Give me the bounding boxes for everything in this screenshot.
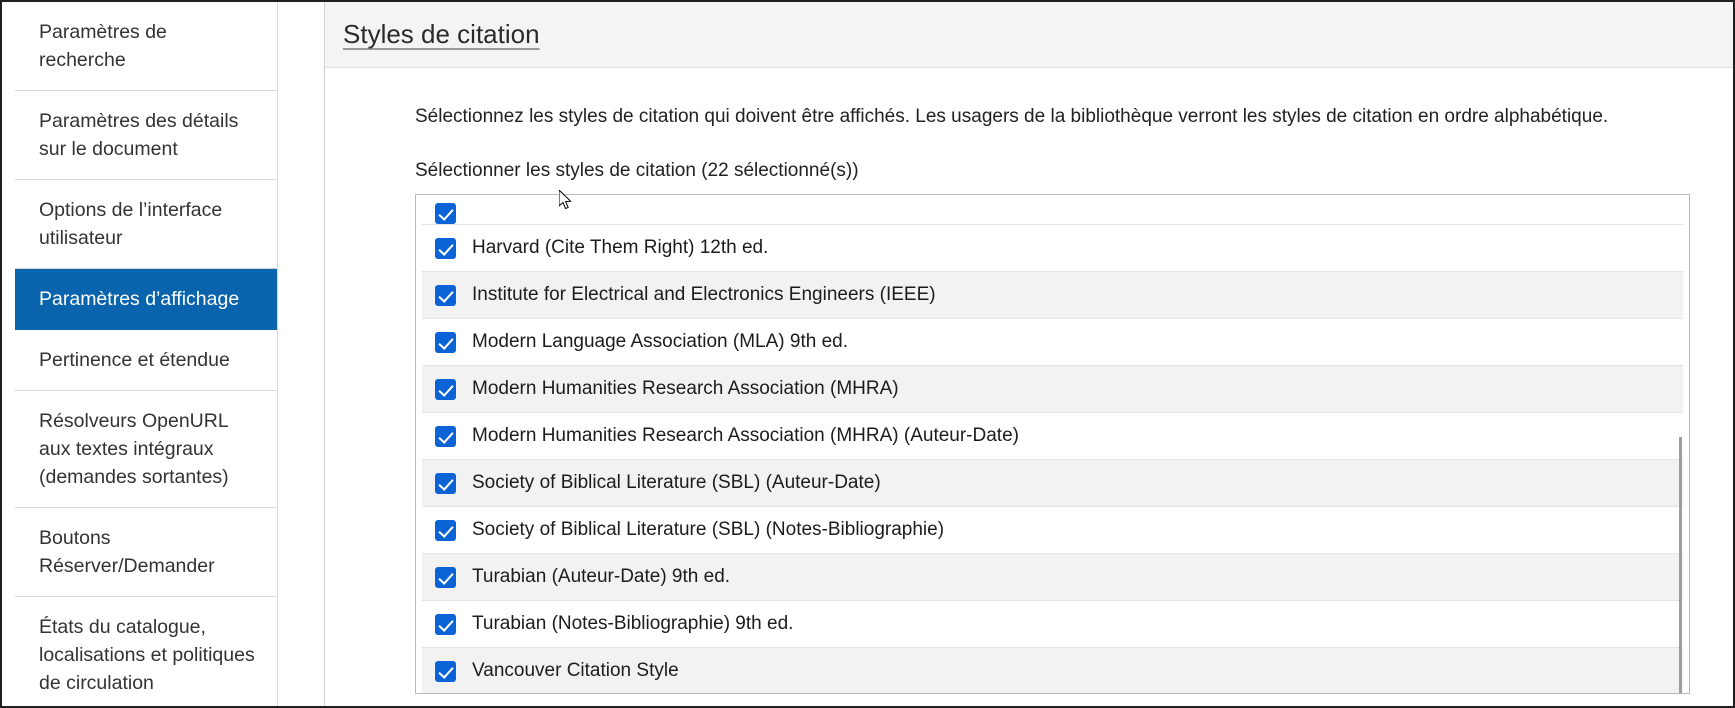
list-item-label: Society of Biblical Literature (SBL) (Auteur-Date) <box>472 472 881 493</box>
checkbox[interactable] <box>435 520 456 541</box>
checkbox[interactable] <box>435 332 456 353</box>
sidebar-item-label: Paramètres des détails sur le document <box>39 110 239 160</box>
list-item[interactable] <box>422 507 1683 554</box>
citation-styles-scroll-area <box>422 201 1683 693</box>
checkbox[interactable] <box>435 285 456 306</box>
list-item-label: Modern Language Association (MLA) 9th ed. <box>472 331 849 352</box>
sidebar-item-parametres-affichage[interactable] <box>15 269 277 330</box>
list-item-label: Turabian (Notes-Bibliographie) 9th ed. <box>472 613 794 634</box>
list-item-label: Modern Humanities Research Association (MHRA) (Auteur-Date) <box>472 425 1019 446</box>
list-item-label: Harvard (Cite Them Right) 12th ed. <box>472 237 769 258</box>
sidebar-item-options-interface-utilisateur[interactable] <box>15 180 277 269</box>
list-item-label: Vancouver Citation Style <box>472 660 679 681</box>
intro-text: Sélectionnez les styles de citation qui doivent être affichés. Les usagers de la bibliothèque verront les styles de citation en ordre alphabétique. <box>415 106 1609 127</box>
list-item[interactable] <box>422 554 1683 601</box>
list-item[interactable] <box>422 319 1683 366</box>
checkbox[interactable] <box>435 661 456 682</box>
page-title: Styles de citation <box>343 19 540 49</box>
checkbox[interactable] <box>435 426 456 447</box>
list-item[interactable] <box>422 225 1683 272</box>
list-item-label: Modern Humanities Research Association (MHRA) <box>472 378 899 399</box>
sidebar-item-pertinence-et-etendue[interactable] <box>15 330 277 391</box>
list-item-label: Society of Biblical Literature (SBL) (Notes-Bibliographie) <box>472 519 945 540</box>
sidebar-item-parametres-de-recherche[interactable] <box>15 2 277 91</box>
sidebar <box>15 2 278 708</box>
list-item[interactable] <box>422 201 1683 225</box>
sidebar-item-label: Pertinence et étendue <box>39 349 230 371</box>
list-item-label: Turabian (Auteur-Date) 9th ed. <box>472 566 731 587</box>
list-item-label: Institute for Electrical and Electronics Engineers (IEEE) <box>472 284 936 305</box>
sidebar-item-label: États du catalogue, localisations et politiques de circulation <box>39 616 255 694</box>
list-item[interactable] <box>422 648 1683 693</box>
content-header <box>325 2 1735 68</box>
list-item[interactable] <box>422 601 1683 648</box>
sidebar-item-label: Paramètres de recherche <box>39 21 167 71</box>
sidebar-item-etats-catalogue[interactable] <box>15 597 277 708</box>
sidebar-item-boutons-reserver-demander[interactable] <box>15 508 277 597</box>
checkbox[interactable] <box>435 379 456 400</box>
checkbox[interactable] <box>435 614 456 635</box>
sidebar-item-label: Options de l’interface utilisateur <box>39 199 223 249</box>
checkbox[interactable] <box>435 567 456 588</box>
content-panel <box>324 2 1735 708</box>
sidebar-item-label: Résolveurs OpenURL aux textes intégraux (demandes sortantes) <box>39 410 229 488</box>
list-item[interactable] <box>422 366 1683 413</box>
content-body <box>325 68 1735 694</box>
select-styles-label: Sélectionner les styles de citation (22 sélectionné(s)) <box>415 160 859 181</box>
checkbox[interactable] <box>435 238 456 259</box>
list-scrollbar[interactable] <box>1679 437 1682 694</box>
sidebar-item-label: Boutons Réserver/Demander <box>39 527 215 577</box>
sidebar-item-label: Paramètres d’affichage <box>39 288 240 310</box>
citation-styles-listbox[interactable] <box>415 194 1690 694</box>
list-item[interactable] <box>422 272 1683 319</box>
list-item[interactable] <box>422 413 1683 460</box>
sidebar-item-parametres-details-document[interactable] <box>15 91 277 180</box>
list-item[interactable] <box>422 460 1683 507</box>
sidebar-item-resolveurs-openurl[interactable] <box>15 391 277 508</box>
checkbox[interactable] <box>435 473 456 494</box>
checkbox[interactable] <box>435 203 456 224</box>
